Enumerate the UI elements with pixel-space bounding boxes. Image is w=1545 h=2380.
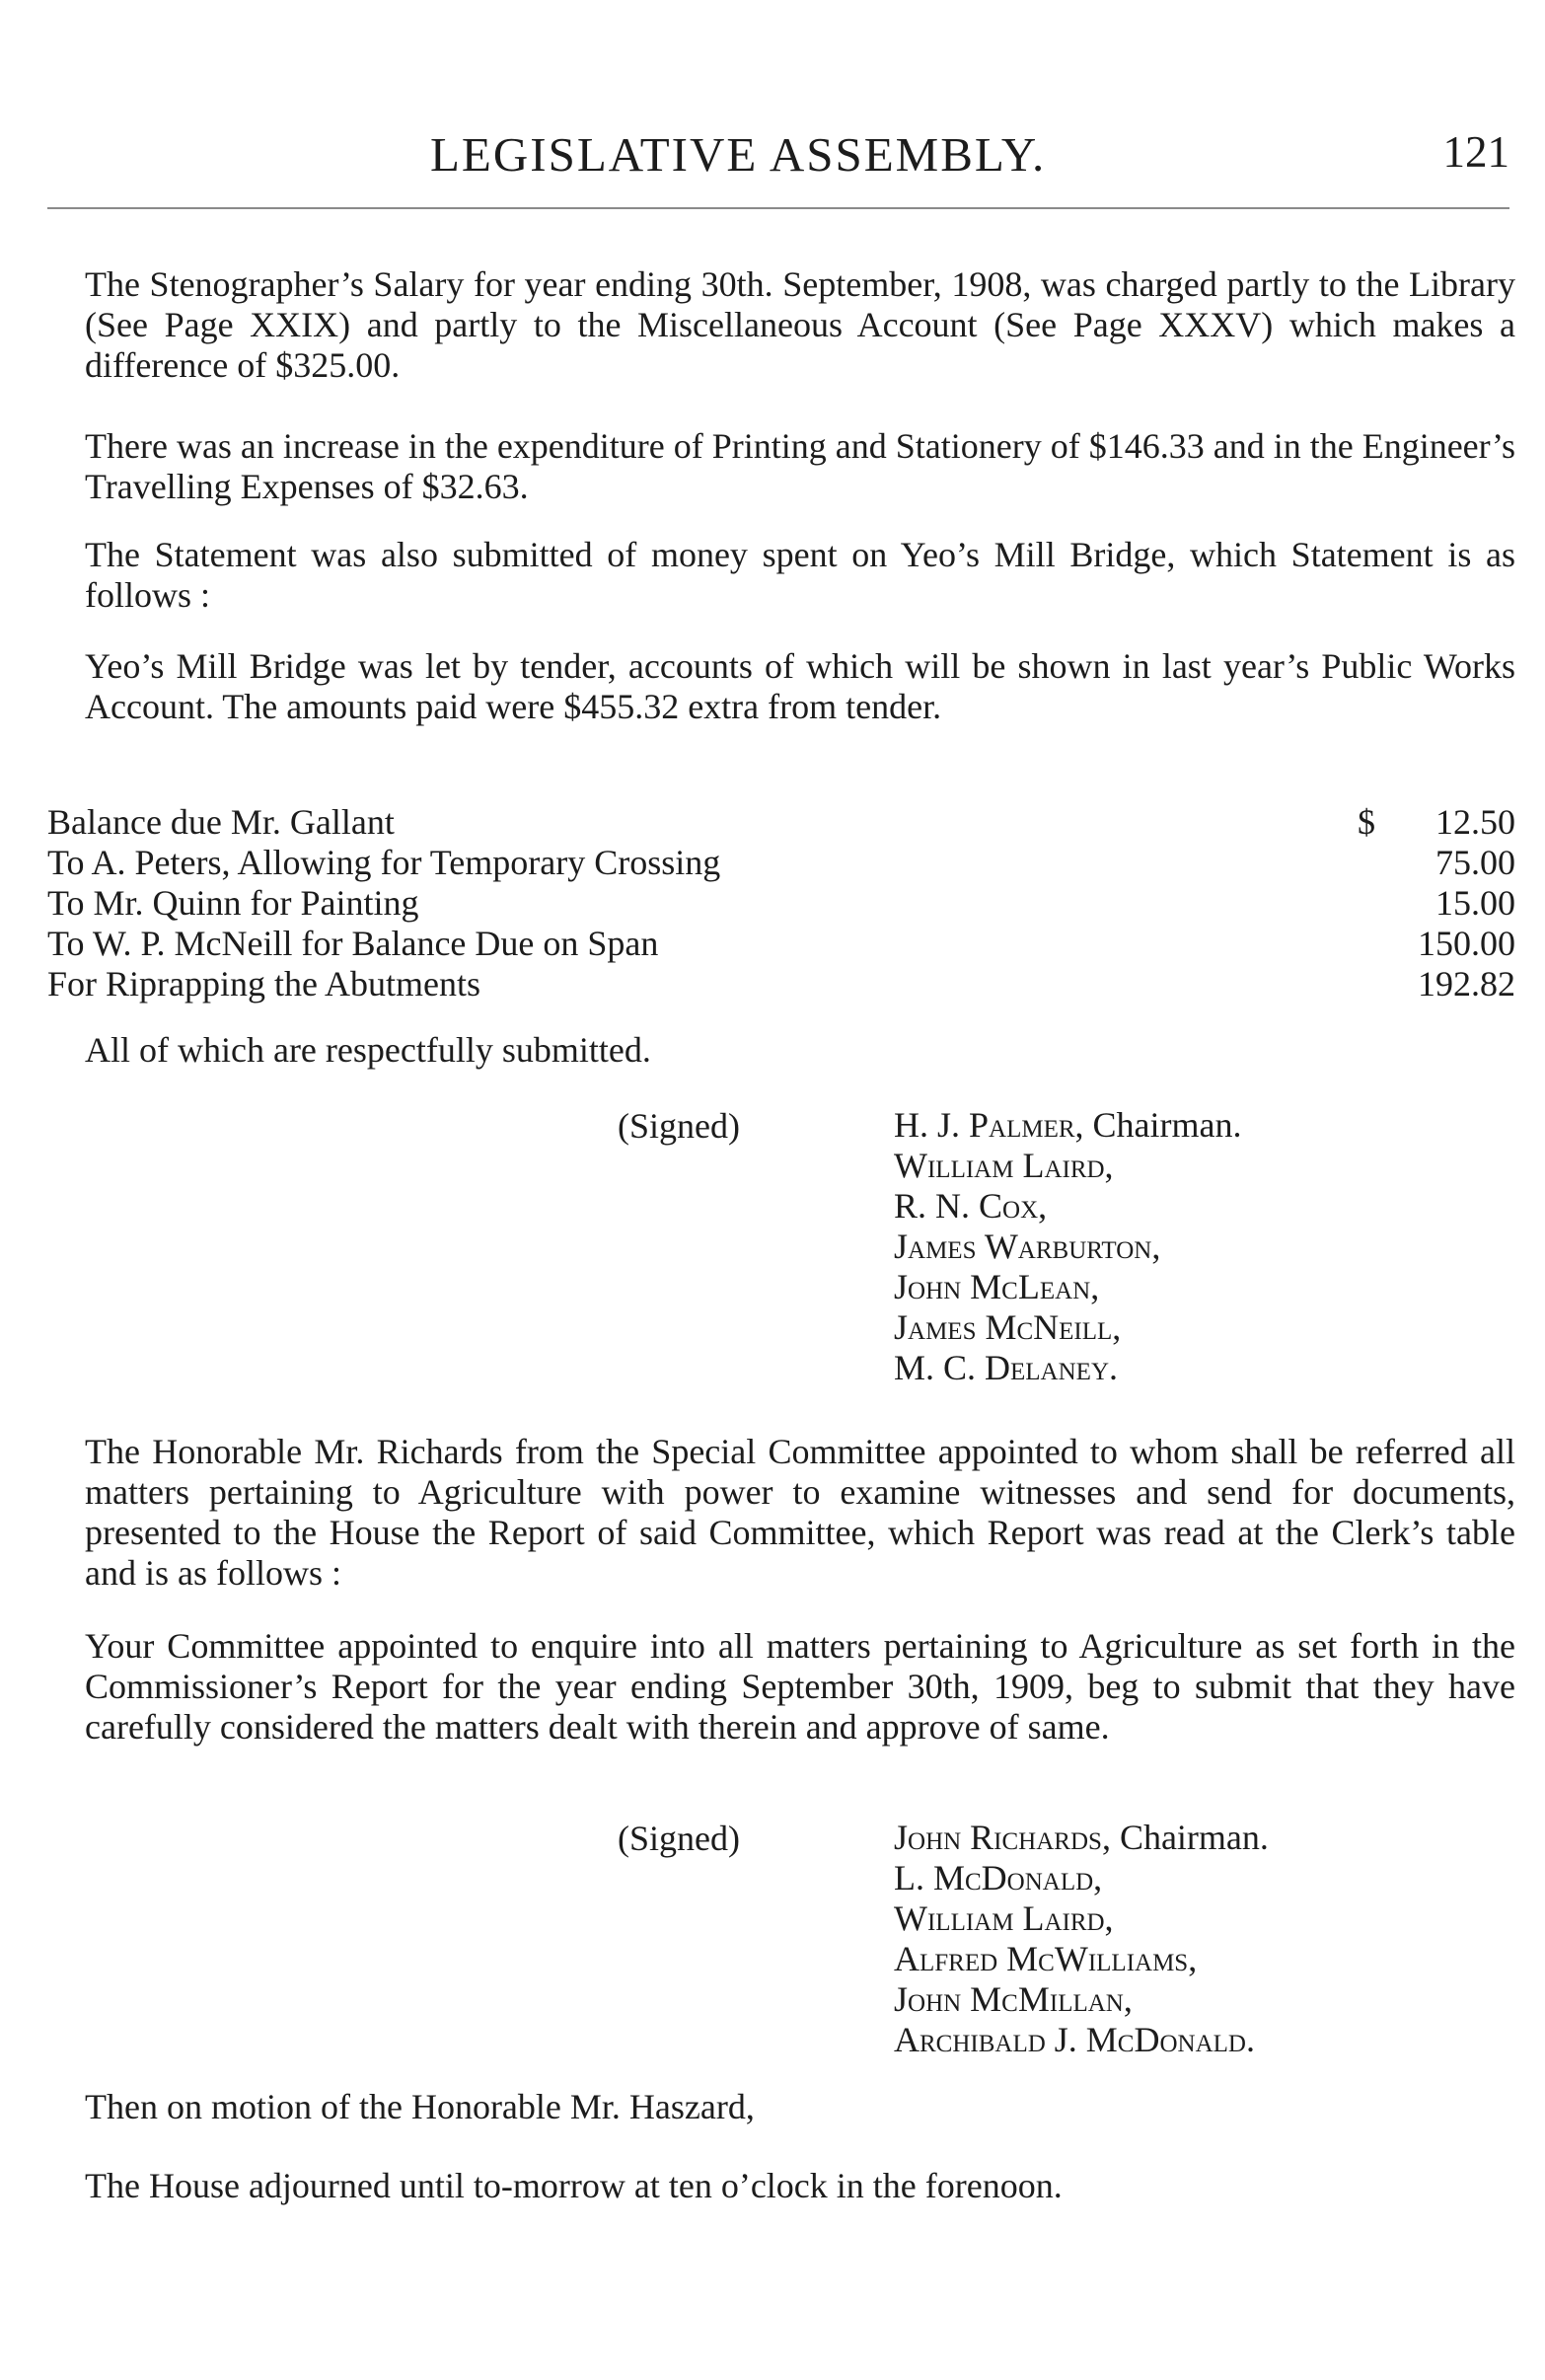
account-row	[47, 882, 1515, 923]
account-item-label: To Mr. Quinn for Painting	[47, 883, 419, 923]
currency-symbol: $	[1358, 802, 1375, 842]
signature-list	[894, 1105, 1242, 1388]
account-item-amount: 192.82	[1418, 964, 1515, 1004]
account-item-amount: 12.50	[1435, 802, 1515, 842]
paragraph-agriculture-report: Your Committee appointed to enquire into all matters pertaining to Agriculture as set forth in the Commissioner’s Report for the year ending September 30th, 1909, beg to submit that they have carefully considered the matters dealt with therein and approve of same.	[85, 1626, 1515, 1747]
account-item-amount: 75.00	[1435, 843, 1515, 882]
signatory: William Laird,	[894, 1146, 1114, 1185]
paragraph-stenographer-salary: The Stenographer’s Salary for year ending 30th. September, 1908, was charged partly to the Library (See Page XXIX) and partly to the Miscellaneous Account (See Page XXXV) which makes a difference of $325.00.	[85, 264, 1515, 385]
signatory-name: John Richards	[894, 1818, 1102, 1857]
signatory-role: , Chairman.	[1074, 1105, 1242, 1145]
motion-line: Then on motion of the Honorable Mr. Haszard,	[85, 2087, 755, 2126]
signatory-role: , Chairman.	[1101, 1818, 1269, 1857]
paragraph-agriculture-committee: The Honorable Mr. Richards from the Special Committee appointed to whom shall be referred all matters pertaining to Agriculture with power to examine witnesses and send for documents, presented to the House the Report of said Committee, which Report was read at the Clerk’s table and is as follows :	[85, 1432, 1515, 1593]
account-item-label: For Riprapping the Abutments	[47, 964, 480, 1004]
adjournment-line: The House adjourned until to-morrow at ten o’clock in the forenoon.	[85, 2166, 1063, 2205]
signatory: William Laird,	[894, 1898, 1114, 1938]
signatory	[894, 1818, 1269, 1858]
signatory	[894, 1105, 1242, 1146]
signed-label: (Signed)	[618, 1106, 740, 1146]
signatory-name: H. J. Palmer	[894, 1105, 1075, 1145]
account-item-label: Balance due Mr. Gallant	[47, 802, 395, 842]
signatory: James McNeill,	[894, 1307, 1122, 1347]
header-rule	[47, 207, 1509, 209]
account-row	[47, 842, 1515, 882]
account-item-label: To A. Peters, Allowing for Temporary Crossing	[47, 843, 721, 882]
signatory: James Warburton,	[894, 1227, 1161, 1266]
account-item-label: To W. P. McNeill for Balance Due on Span	[47, 924, 659, 963]
paragraph-statement-intro: The Statement was also submitted of money spent on Yeo’s Mill Bridge, which Statement is as follows :	[85, 535, 1515, 615]
account-row	[47, 963, 1515, 1004]
submitted-line: All of which are respectfully submitted.	[85, 1030, 651, 1070]
signatory: Alfred McWilliams,	[894, 1939, 1198, 1978]
paragraph-printing-expenditure: There was an increase in the expenditure of Printing and Stationery of $146.33 and in the Engineer’s Travelling Expenses of $32.63.	[85, 426, 1515, 506]
page-header	[85, 126, 1509, 186]
signatory: L. McDonald,	[894, 1858, 1103, 1897]
account-item-amount: 150.00	[1418, 924, 1515, 963]
signatory: M. C. Delaney.	[894, 1348, 1118, 1387]
account-row	[47, 923, 1515, 963]
signed-label: (Signed)	[618, 1819, 740, 1858]
paragraph-yeos-mill-bridge: Yeo’s Mill Bridge was let by tender, accounts of which will be shown in last year’s Public Works Account. The amounts paid were $455.32 extra from tender.	[85, 646, 1515, 726]
signatory: John McLean,	[894, 1267, 1100, 1306]
signatory: Archibald J. McDonald.	[894, 2020, 1255, 2059]
signatory: R. N. Cox,	[894, 1186, 1048, 1226]
account-item-amount: 15.00	[1435, 883, 1515, 923]
account-row	[47, 801, 1515, 842]
page-number: 121	[1442, 127, 1509, 177]
bridge-account-table	[47, 801, 1515, 1004]
running-title: LEGISLATIVE ASSEMBLY.	[430, 127, 1047, 182]
signature-list	[894, 1818, 1269, 2060]
signatory: John McMillan,	[894, 1979, 1133, 2019]
